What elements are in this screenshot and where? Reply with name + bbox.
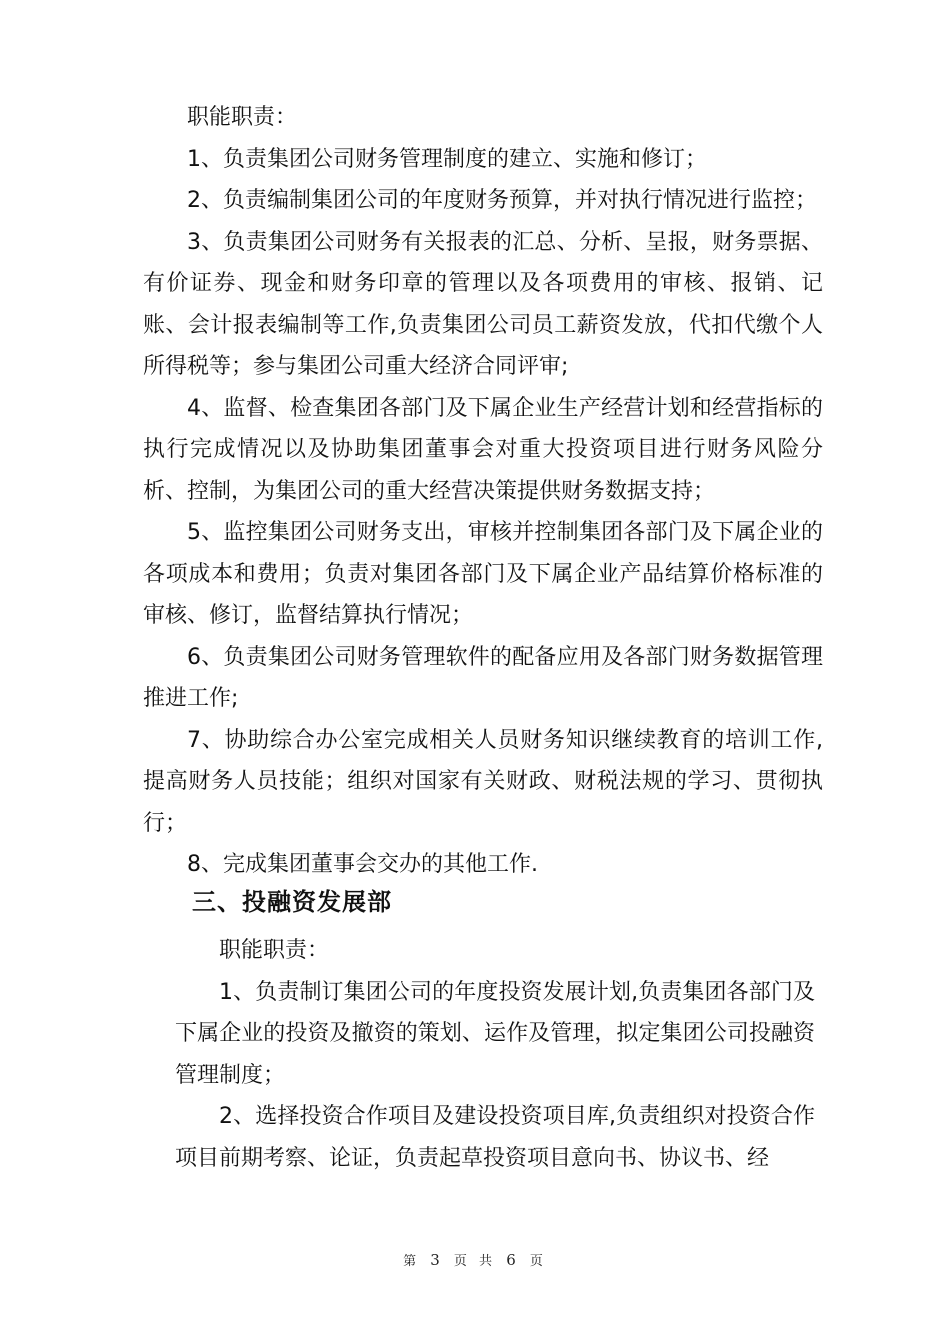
- section-heading: 三、投融资发展部: [192, 888, 392, 916]
- duty-item: 4、监督、检查集团各部门及下属企业生产经营计划和经营指标的执行完成情况以及协助集团董事会对重大投资项目进行财务风险分析、控制，为集团公司的重大经营决策提供财务数据支持；: [143, 395, 823, 504]
- finance-duties-section: [143, 97, 823, 886]
- footer-suffix: 页: [529, 1254, 547, 1269]
- duty-item: 3、负责集团公司财务有关报表的汇总、分析、呈报，财务票据、有价证券、现金和财务印章的管理以及各项费用的审核、报销、记账、会计报表编制等工作,负责集团公司员工薪资发放，代扣代缴个人所得税等；参与集团公司重大经济合同评审;: [143, 229, 823, 379]
- duty-item: 1、负责集团公司财务管理制度的建立、实施和修订；: [187, 146, 707, 172]
- duty-item: 5、监控集团公司财务支出，审核并控制集团各部门及下属企业的各项成本和费用；负责对集团各部门及下属企业产品结算价格标准的审核、修订，监督结算执行情况；: [143, 520, 823, 628]
- investment-duties-section: [175, 930, 815, 1179]
- duty-item: 8、完成集团董事会交办的其他工作.: [187, 852, 538, 877]
- footer-prefix: 第: [403, 1254, 421, 1269]
- duty-item: 2、负责编制集团公司的年度财务预算，并对执行情况进行监控；: [187, 188, 817, 213]
- footer-mid: 页 共: [453, 1254, 497, 1269]
- current-page-number: 3: [430, 1251, 444, 1269]
- duty-item: 1、负责制订集团公司的年度投资发展计划,负责集团各部门及下属企业的投资及撤资的策划、运作及管理，拟定集团公司投融资管理制度；: [175, 979, 815, 1088]
- total-pages-number: 6: [506, 1251, 520, 1269]
- duty-item: 6、负责集团公司财务管理软件的配备应用及各部门财务数据管理推进工作;: [143, 644, 823, 711]
- duties-label: 职能职责：: [187, 105, 298, 130]
- duties-label: 职能职责：: [219, 938, 330, 963]
- page-footer: [0, 1250, 950, 1269]
- duty-item: 2、选择投资合作项目及建设投资项目库,负责组织对投资合作项目前期考察、论证，负责起草投资项目意向书、协议书、经: [175, 1104, 815, 1171]
- section-heading-block: [192, 882, 392, 922]
- duty-item: 7、协助综合办公室完成相关人员财务知识继续教育的培训工作,提高财务人员技能；组织对国家有关财政、财税法规的学习、贯彻执行；: [143, 727, 823, 836]
